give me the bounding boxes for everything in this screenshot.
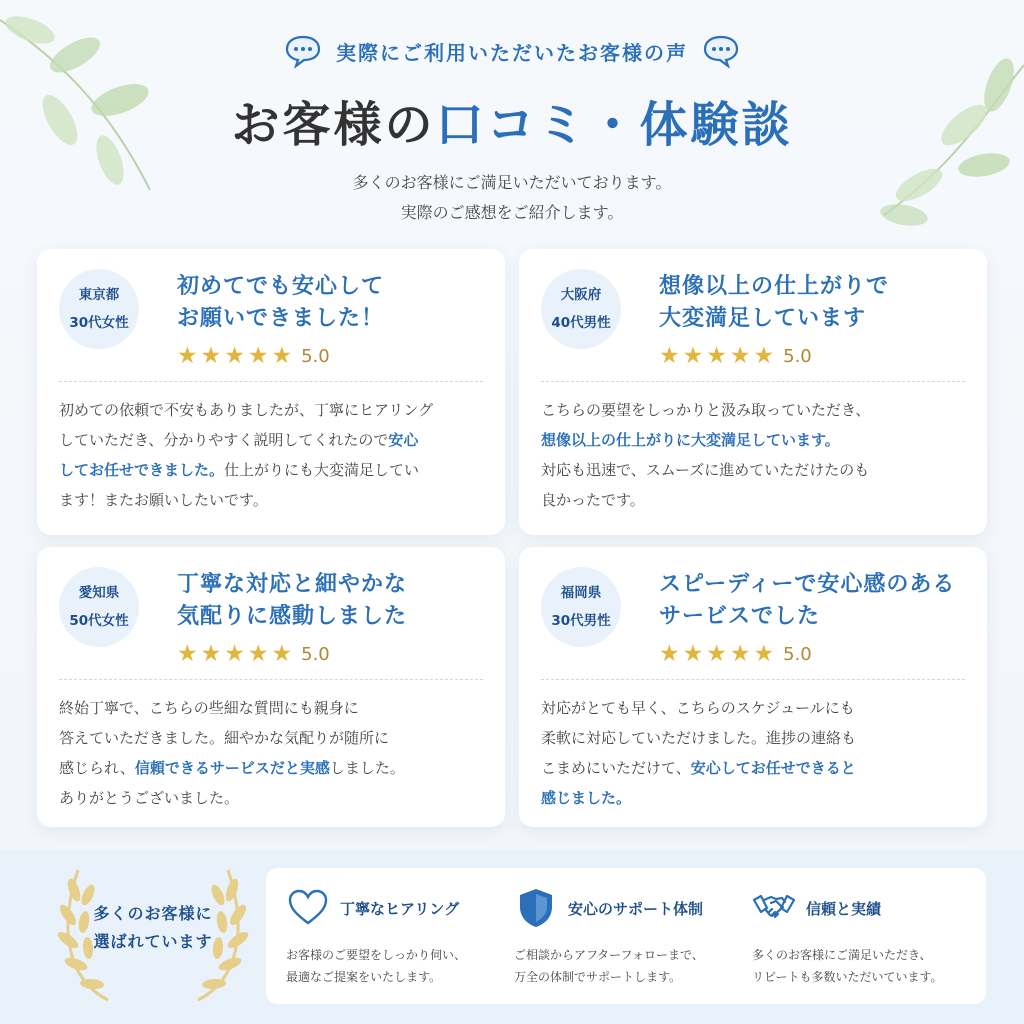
customer-badge [59, 269, 139, 349]
review-text: しました。 [329, 759, 405, 777]
customer-demographic: 30代男性 [551, 613, 611, 629]
review-card [37, 249, 505, 535]
star-icon: ★ [177, 343, 198, 369]
feature-title: 信頼と実績 [806, 899, 882, 918]
lead-line: 実際のご感想をご紹介します。 [400, 203, 624, 222]
customer-region: 東京都 [78, 287, 120, 303]
star-icon: ★ [200, 641, 222, 667]
customer-demographic: 40代男性 [551, 315, 611, 331]
review-text: こまめにいただけて、 [541, 759, 691, 777]
chat-bubble-icon [702, 34, 740, 68]
feature-desc-line: 最適なご提案をいたします。 [286, 970, 442, 984]
review-body-line [59, 693, 489, 723]
review-text: 柔軟に対応していただけました。進捗の連絡も [541, 729, 857, 747]
divider [541, 381, 965, 382]
review-text: ありがとうございました。 [59, 789, 240, 807]
star-icon: ★ [247, 641, 269, 667]
review-body-line [541, 395, 971, 425]
eyebrow [0, 34, 1024, 68]
rating-score: 5.0 [783, 643, 812, 665]
review-body-line [541, 753, 971, 783]
star-rating [177, 642, 330, 666]
customer-demographic: 30代女性 [69, 315, 129, 331]
review-body-line [59, 783, 489, 813]
review-title [177, 271, 497, 335]
review-body-line [59, 395, 489, 425]
review-title-line: 初めてでも安心して [177, 274, 385, 299]
star-icon: ★ [224, 343, 245, 369]
review-title-line: 丁寧な対応と細やかな [177, 572, 408, 597]
review-body-line [59, 753, 489, 783]
customer-region: 愛知県 [78, 585, 120, 601]
page-title-prefix: お客様の [231, 97, 436, 153]
customer-badge [541, 269, 621, 349]
star-icon: ★ [271, 343, 293, 369]
review-body-line [541, 485, 971, 515]
eyebrow-text: 実際にご利用いただいたお客様の声 [336, 40, 688, 65]
customer-demographic: 50代女性 [69, 613, 129, 629]
review-body-line [541, 425, 971, 455]
review-text: 良かったです。 [541, 491, 645, 509]
review-highlight: 安心 [388, 431, 419, 449]
review-body [541, 693, 971, 813]
review-title-line: 大変満足しています [659, 306, 867, 331]
page-title-accent: 口コミ・体験談 [435, 97, 793, 153]
star-rating [177, 344, 330, 368]
review-title [659, 569, 979, 633]
page-title [0, 86, 1024, 155]
feature-desc-line: ご相談からアフターフォローまで、 [514, 948, 704, 962]
feature-desc [514, 944, 744, 988]
review-body [59, 693, 489, 813]
review-text: 仕上がりにも大変満足してい [224, 461, 420, 479]
feature-desc [752, 944, 982, 988]
shield-icon [514, 886, 558, 930]
review-title [659, 271, 979, 335]
handshake-icon [752, 886, 796, 930]
feature-desc-line: 多くのお客様にご満足いただき、 [752, 948, 932, 962]
review-text: 対応も迅速で、スムーズに進めていただけたのも [541, 461, 870, 479]
star-icon: ★ [753, 343, 775, 369]
award-text [48, 900, 258, 956]
rating-score: 5.0 [301, 643, 330, 665]
lead-line: 多くのお客様にご満足いただいております。 [352, 173, 672, 192]
review-title-line: 気配りに感動しました [177, 604, 408, 629]
star-icon: ★ [177, 641, 198, 667]
feature-title: 丁寧なヒアリング [340, 899, 460, 918]
star-icon: ★ [247, 343, 269, 369]
review-body [59, 395, 489, 515]
review-text: 答えていただきました。細やかな気配りが随所に [59, 729, 390, 747]
review-body-line [541, 455, 971, 485]
customer-region: 大阪府 [560, 287, 602, 303]
star-icon: ★ [200, 343, 222, 369]
award-line: 多くのお客様に [93, 904, 213, 923]
feature-item [286, 886, 516, 988]
feature-desc [286, 944, 516, 988]
review-card [519, 249, 987, 535]
heart-icon [286, 886, 330, 930]
feature-item [514, 886, 744, 988]
review-body-line [59, 455, 489, 485]
review-title-line: 想像以上の仕上がりで [659, 274, 890, 299]
review-text: こちらの要望をしっかりと汲み取っていただき、 [541, 401, 871, 419]
review-body-line [59, 485, 489, 515]
review-highlight: 信頼できるサービスだと実感 [134, 759, 330, 777]
star-icon: ★ [224, 641, 245, 667]
review-title-line: スピーディーで安心感のある [659, 572, 956, 597]
review-card [519, 547, 987, 827]
review-body [541, 395, 971, 515]
star-icon: ★ [706, 641, 727, 667]
review-text: 初めての依頼で不安もありましたが、丁寧にヒアリング [59, 401, 434, 419]
review-highlight: 想像以上の仕上がりに大変満足しています。 [541, 431, 840, 449]
feature-title: 安心のサポート体制 [568, 899, 704, 918]
customer-region: 福岡県 [560, 585, 602, 601]
star-rating [659, 642, 812, 666]
review-text: していただき、分かりやすく説明してくれたので [59, 431, 389, 449]
divider [59, 679, 483, 680]
star-icon: ★ [271, 641, 293, 667]
review-body-line [541, 783, 971, 813]
star-icon: ★ [729, 641, 751, 667]
review-body-line [59, 723, 489, 753]
star-icon: ★ [753, 641, 775, 667]
review-body-line [541, 723, 971, 753]
feature-item [752, 886, 982, 988]
review-title [177, 569, 497, 633]
divider [541, 679, 965, 680]
feature-desc-line: お客様のご要望をしっかり伺い、 [286, 948, 467, 962]
star-icon: ★ [659, 641, 680, 667]
rating-score: 5.0 [301, 345, 330, 367]
review-text: ます！またお願いしたいです。 [59, 491, 268, 509]
rating-score: 5.0 [783, 345, 812, 367]
review-highlight: してお任せできました。 [59, 461, 225, 479]
star-icon: ★ [706, 343, 727, 369]
star-icon: ★ [729, 343, 751, 369]
lead-text [0, 168, 1024, 228]
feature-desc-line: リピートも多数いただいています。 [752, 970, 943, 984]
features-panel [266, 868, 986, 1004]
star-rating [659, 344, 812, 368]
review-title-line: サービスでした [659, 604, 821, 629]
review-body-line [541, 693, 971, 723]
review-text: 感じられ、 [59, 759, 135, 777]
chat-bubble-icon [284, 34, 322, 68]
review-title-line: お願いできました！ [177, 306, 385, 331]
customer-badge [59, 567, 139, 647]
star-icon: ★ [682, 343, 704, 369]
star-icon: ★ [682, 641, 704, 667]
review-body-line [59, 425, 489, 455]
divider [59, 381, 483, 382]
review-highlight: 安心してお任せできると [690, 759, 856, 777]
customer-badge [541, 567, 621, 647]
star-icon: ★ [659, 343, 680, 369]
review-text: 対応がとても早く、こちらのスケジュールにも [541, 699, 855, 717]
award-line: 選ばれています [93, 932, 213, 951]
review-highlight: 感じました。 [541, 789, 632, 807]
review-text: 終始丁寧で、こちらの些細な質問にも親身に [59, 699, 359, 717]
feature-desc-line: 万全の体制でサポートします。 [514, 970, 682, 984]
review-card [37, 547, 505, 827]
